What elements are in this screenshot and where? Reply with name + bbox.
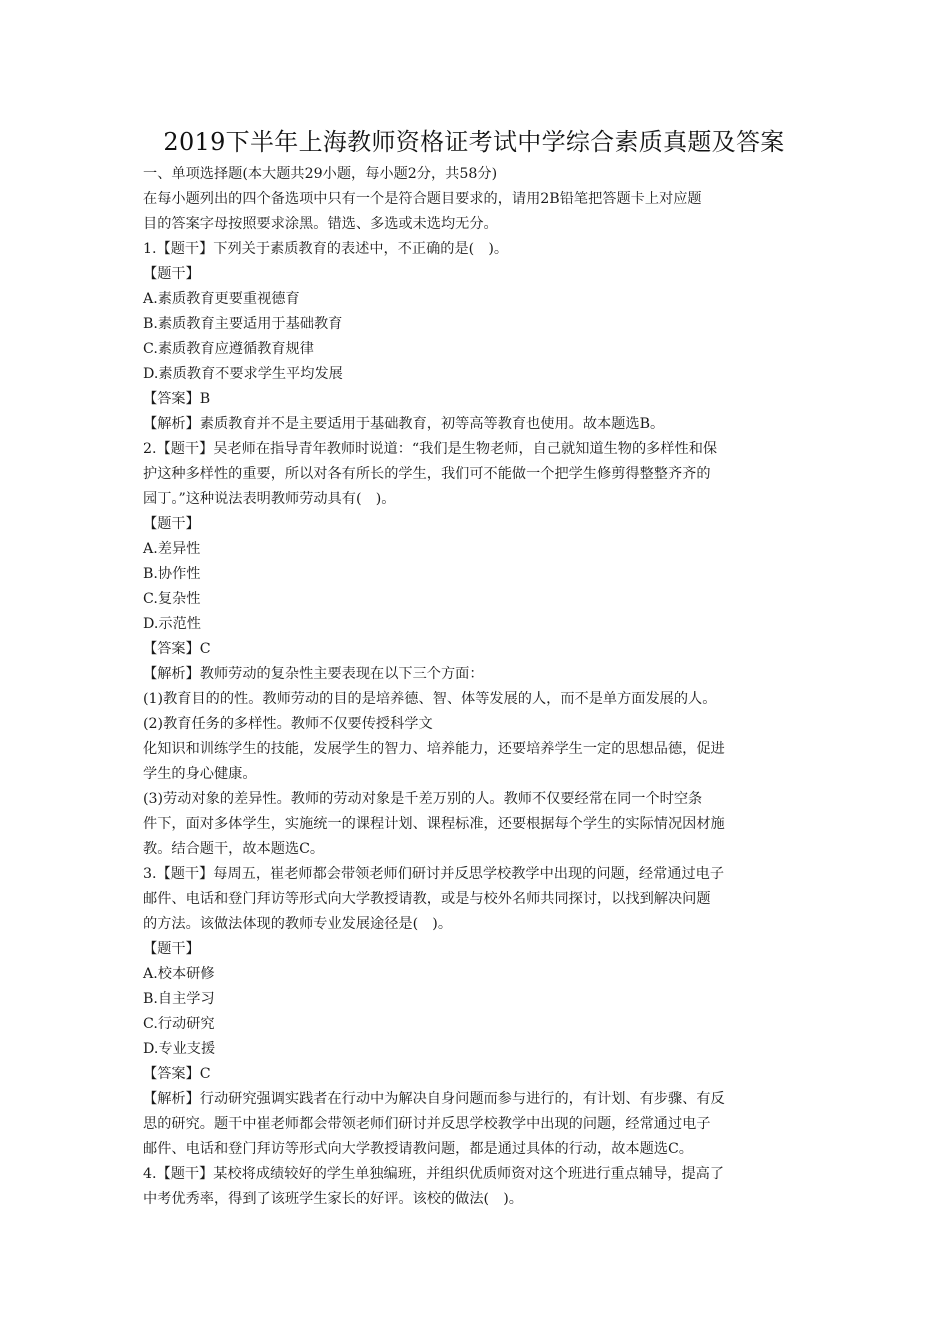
text-line: C.复杂性 (143, 591, 201, 607)
text-line: 【解析】行动研究强调实践者在行动中为解决自身问题而参与进行的，有计划、有步骤、有反 (143, 1091, 725, 1107)
text-line: C.行动研究 (143, 1016, 215, 1032)
text-line: 【解析】教师劳动的复杂性主要表现在以下三个方面： (143, 666, 484, 682)
text-line: 4.【题干】某校将成绩较好的学生单独编班，并组织优质师资对这个班进行重点辅导，提高了 (143, 1166, 725, 1182)
text-line: B.自主学习 (143, 991, 215, 1007)
text-line: 一、单项选择题(本大题共29小题，每小题2分，共58分) (143, 166, 498, 182)
text-line: 件下，面对多体学生，实施统一的课程计划、课程标准，还要根据每个学生的实际情况因材施 (143, 816, 725, 832)
text-line: 3.【题干】每周五，崔老师都会带领老师们研讨并反思学校教学中出现的问题，经常通过电子 (143, 866, 725, 882)
text-line: 中考优秀率，得到了该班学生家长的好评。该校的做法( )。 (143, 1191, 523, 1207)
text-line: 2.【题干】吴老师在指导青年教师时说道：“我们是生物老师，自己就知道生物的多样性和保 (143, 441, 718, 457)
text-line: D.素质教育不要求学生平均发展 (143, 366, 343, 382)
text-line: 【解析】素质教育并不是主要适用于基础教育，初等高等教育也使用。故本题选B。 (143, 416, 665, 432)
text-line: 【题干】 (143, 266, 200, 282)
text-line: 邮件、电话和登门拜访等形式向大学教授请教，或是与校外名师共同探讨，以找到解决问题 (143, 891, 711, 907)
text-line: 的方法。该做法体现的教师专业发展途径是( )。 (143, 916, 453, 932)
text-line: A.校本研修 (143, 966, 215, 982)
text-line: 【答案】B (143, 391, 211, 407)
text-line: 【答案】C (143, 1066, 211, 1082)
document-body (143, 162, 811, 1212)
text-line: 园丁。”这种说法表明教师劳动具有( )。 (143, 491, 396, 507)
text-line: 思的研究。题干中崔老师都会带领老师们研讨并反思学校教学中出现的问题，经常通过电子 (143, 1116, 711, 1132)
text-line: A.差异性 (143, 541, 201, 557)
text-line: 【答案】C (143, 641, 211, 657)
document-page (143, 126, 811, 1212)
document-title: 2019下半年上海教师资格证考试中学综合素质真题及答案 (163, 128, 785, 156)
text-line: 目的答案字母按照要求涂黑。错选、多选或未选均无分。 (143, 216, 498, 232)
text-line: C.素质教育应遵循教育规律 (143, 341, 314, 357)
text-line: 在每小题列出的四个备选项中只有一个是符合题目要求的，请用2B铅笔把答题卡上对应题 (143, 191, 702, 207)
text-line: 【题干】 (143, 941, 200, 957)
text-line: 化知识和训练学生的技能，发展学生的智力、培养能力，还要培养学生一定的思想品德，促进 (143, 741, 725, 757)
text-line: 【题干】 (143, 516, 200, 532)
text-line: 学生的身心健康。 (143, 766, 257, 782)
text-line: (3)劳动对象的差异性。教师的劳动对象是千差万别的人。教师不仅要经常在同一个时空条 (143, 791, 703, 807)
text-line: B.素质教育主要适用于基础教育 (143, 316, 343, 332)
text-line: 护这种多样性的重要，所以对各有所长的学生，我们可不能做一个把学生修剪得整整齐齐的 (143, 466, 711, 482)
text-line: D.示范性 (143, 616, 201, 632)
text-line: 邮件、电话和登门拜访等形式向大学教授请教问题，都是通过具体的行动，故本题选C。 (143, 1141, 693, 1157)
text-line: D.专业支援 (143, 1041, 216, 1057)
text-line: (2)教育任务的多样性。教师不仅要传授科学文 (143, 716, 433, 732)
text-line: A.素质教育更要重视德育 (143, 291, 300, 307)
text-line: B.协作性 (143, 566, 201, 582)
text-line: 教。结合题干，故本题选C。 (143, 841, 325, 857)
text-line: (1)教育目的的性。教师劳动的目的是培养德、智、体等发展的人，而不是单方面发展的人。 (143, 691, 717, 707)
text-line: 1.【题干】下列关于素质教育的表述中，不正确的是( )。 (143, 241, 509, 257)
